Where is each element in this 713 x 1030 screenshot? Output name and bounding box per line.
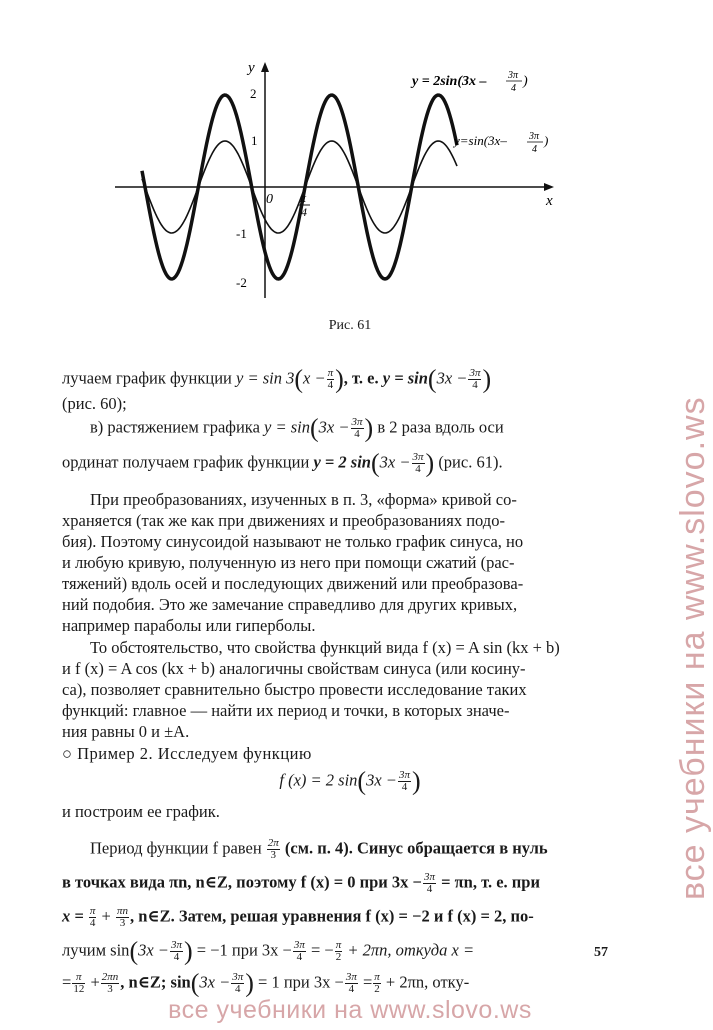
y-axis-label: y: [248, 60, 255, 76]
para2-line-5: ния равны 0 и ±A.: [62, 722, 190, 741]
x-axis-label: x: [546, 193, 553, 209]
para1-line-7: например параболы или гиперболы.: [62, 616, 316, 635]
text-line-2: (рис. 60);: [62, 394, 127, 413]
watermark-side: [628, 140, 712, 900]
para2-line-3: са), позволяет сравнительно быстро провести исследование таких: [62, 680, 527, 699]
solution-line-5: = $\frac{\pi}{12}$ + $\frac{2\pi n}{3}$ , n∈Z; sin(3x − $\frac{3\pi}{4}$ ) = 1 при 3x − $\frac{3\pi}{4}$ = $\frac{\pi}{2}$ + 2πn, отку-: [62, 968, 470, 998]
page-number: 57: [594, 945, 608, 960]
y-tick-2: 2: [250, 86, 257, 101]
label-small-close: ): [544, 133, 549, 148]
figure-caption: Рис. 61: [328, 318, 372, 333]
label-big-prefix: y = 2sin(3x –: [412, 74, 487, 89]
para1-line-2: храняется (так же как при движениях и преобразованиях подо-: [62, 511, 505, 530]
solution-line-2: в точках вида πn, n∈Z, поэтому f (x) = 0 при 3x − $\frac{3\pi}{4}$ = πn, т. е. при: [62, 871, 540, 895]
para1-line-5: тяжений) вдоль осей и последующих движений или преобразова-: [62, 574, 524, 593]
watermark-side-text: все учебники на www.slovo.ws: [674, 396, 712, 900]
watermark-bottom: все учебники на www.slovo.ws: [168, 996, 532, 1024]
y-tick-1: 1: [251, 133, 258, 148]
figure-61: [110, 50, 580, 300]
para1-line-1: При преобразованиях, изученных в п. 3, «форма» кривой со-: [90, 490, 517, 509]
label-small-prefix: y=sin(3x–: [454, 133, 507, 148]
y-axis-arrow: [261, 62, 269, 72]
solution-line-3: x = $\frac{\pi}{4}$ + $\frac{\pi n}{3}$ , n∈Z. Затем, решая уравнения f (x) = −2 и f (x) = 2, по-: [62, 905, 534, 929]
y-tick-neg1: -1: [236, 226, 247, 241]
x-tick-pi4-den: 4: [301, 205, 307, 219]
text-line-1: лучаем график функции y = sin 3(x − $\frac{\pi}{4}$ ), т. е. y = sin(3x − $\frac{3\pi}{4}$ ): [62, 364, 492, 394]
text-line-3: в) растяжением графика y = sin(3x − $\frac{3\pi}{4}$ ) в 2 раза вдоль оси: [90, 413, 504, 443]
function-display: f (x) = 2 sin(3x − $\frac{3\pi}{4}$ ): [279, 766, 421, 796]
y-tick-neg2: -2: [236, 275, 247, 290]
para2-line-2: и f (x) = A cos (kx + b) аналогичны свойствам синуса (или косину-: [62, 659, 526, 678]
para2-line-4: функций: главное — найти их период и точки, в которых значе-: [62, 701, 510, 720]
para1-line-3: бия). Поэтому синусоидой называют не только график синуса, но: [62, 532, 524, 551]
solution-line-4: лучим sin(3x − $\frac{3\pi}{4}$ ) = −1 при 3x − $\frac{3\pi}{4}$ = − $\frac{\pi}{2}$ + 2πn, откуда x =: [62, 936, 475, 966]
origin-label: 0: [266, 192, 273, 207]
para2-line-1: То обстоятельство, что свойства функций вида f (x) = A sin (kx + b): [90, 638, 560, 657]
text-line-4: ординат получаем график функции y = 2 sin(3x − $\frac{3\pi}{4}$ ) (рис. 61).: [62, 448, 503, 478]
label-big-den: 4: [511, 83, 516, 94]
solution-line-1: Период функции f равен $\frac{2\pi}{3}$ (см. п. 4). Синус обращается в нуль: [90, 837, 548, 861]
label-small-den: 4: [532, 144, 537, 155]
label-big-close: ): [523, 74, 528, 89]
x-axis-arrow: [544, 183, 554, 191]
label-small-num: 3π: [529, 131, 540, 142]
x-tick-pi4-num: π: [300, 191, 307, 205]
para1-line-6: ний подобия. Это же замечание справедливо для других кривых,: [62, 595, 518, 614]
example-heading: ○ Пример 2. Исследуем функцию: [62, 744, 312, 763]
para1-line-4: и любую кривую, полученную из него при помощи сжатий (рас-: [62, 553, 515, 572]
label-big-num: 3π: [508, 70, 519, 81]
build-line: и построим ее график.: [62, 802, 220, 821]
